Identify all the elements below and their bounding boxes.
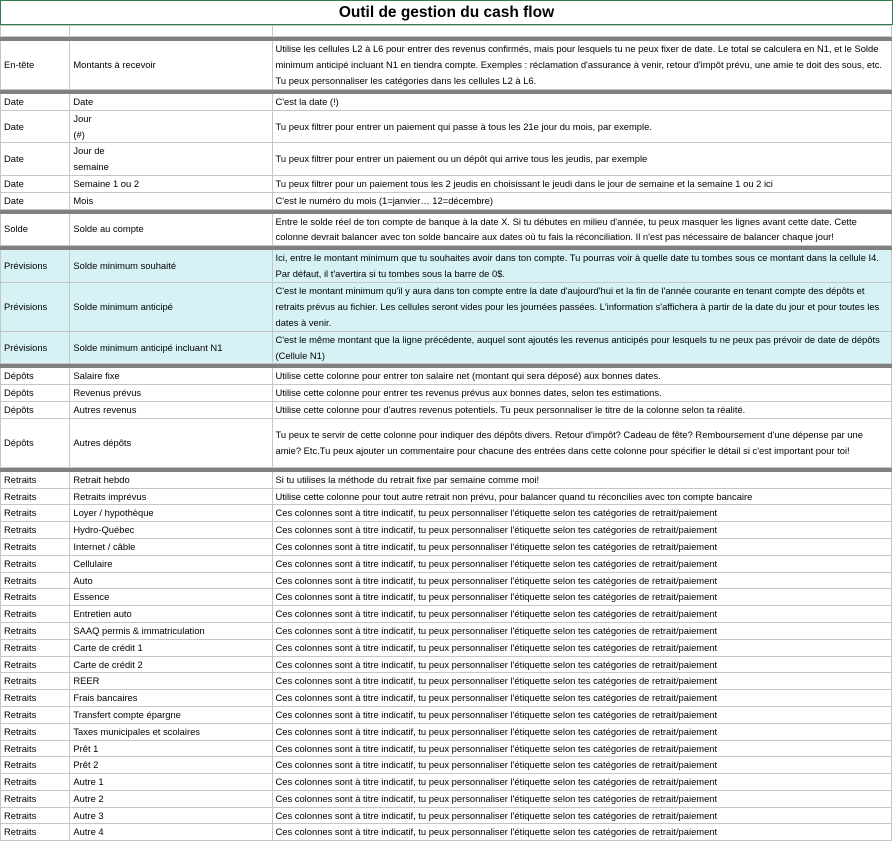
description-cell[interactable]: C'est le même montant que la ligne précédente, auquel sont ajoutés les revenus anticipés pour lesquels tu ne peux pas prévoir de date de dépôts (Cellule N1) bbox=[272, 331, 892, 364]
field-name-cell[interactable]: Carte de crédit 2 bbox=[70, 656, 272, 673]
table-row bbox=[1, 213, 892, 246]
table-row bbox=[1, 368, 892, 385]
table-row bbox=[1, 192, 892, 209]
table-row bbox=[1, 401, 892, 418]
field-name-cell[interactable]: Loyer / hypothèque bbox=[70, 505, 272, 522]
table-row bbox=[1, 505, 892, 522]
description-cell[interactable]: Ici, entre le montant minimum que tu souhaites avoir dans ton compte. Tu pourras voir à quelle date tu tombes sous ce montant dans la cellule I4. Par défaut, il t'avertira si tu tombes sous la barre de 0$. bbox=[272, 250, 892, 283]
description-cell[interactable]: Tu peux filtrer pour un paiement tous les 2 jeudis en choisissant le jeudi dans le jour de semaine et la semaine 1 ou 2 ici bbox=[272, 175, 892, 192]
description-cell[interactable]: Ces colonnes sont à titre indicatif, tu peux personnaliser l'étiquette selon tes catégories de retrait/paiement bbox=[272, 606, 892, 623]
category-cell[interactable]: Retraits bbox=[1, 824, 70, 841]
category-cell[interactable]: Retraits bbox=[1, 774, 70, 791]
category-cell[interactable]: Retraits bbox=[1, 690, 70, 707]
field-name-cell[interactable]: Cellulaire bbox=[70, 555, 272, 572]
category-cell[interactable]: Retraits bbox=[1, 471, 70, 488]
description-cell[interactable]: Tu peux filtrer pour entrer un paiement qui passe à tous les 21e jour du mois, par exemple. bbox=[272, 110, 892, 143]
category-cell[interactable]: Date bbox=[1, 192, 70, 209]
table-row bbox=[1, 250, 892, 283]
description-cell[interactable]: Ces colonnes sont à titre indicatif, tu peux personnaliser l'étiquette selon tes catégories de retrait/paiement bbox=[272, 622, 892, 639]
field-name-cell[interactable]: Auto bbox=[70, 572, 272, 589]
description-cell[interactable]: Ces colonnes sont à titre indicatif, tu peux personnaliser l'étiquette selon tes catégories de retrait/paiement bbox=[272, 807, 892, 824]
table-row bbox=[1, 572, 892, 589]
category-cell[interactable]: Prévisions bbox=[1, 250, 70, 283]
field-name-cell[interactable]: Autres dépôts bbox=[70, 418, 272, 467]
description-cell[interactable]: Si tu utilises la méthode du retrait fixe par semaine comme moi! bbox=[272, 471, 892, 488]
field-name-cell[interactable]: Internet / câble bbox=[70, 538, 272, 555]
field-name-cell[interactable]: Autre 1 bbox=[70, 774, 272, 791]
table-row bbox=[1, 538, 892, 555]
description-cell[interactable]: Entre le solde réel de ton compte de banque à la date X. Si tu débutes en milieu d'année, tu peux masquer les lignes avant cette date. Cette colonne devrait balancer avec ton solde bancaire aux dates où tu fais la réconciliation. Il n'est pas nécessaire de balancer chaque jour! bbox=[272, 213, 892, 246]
table-row bbox=[1, 639, 892, 656]
field-name-cell[interactable]: Montants à recevoir bbox=[70, 41, 272, 90]
category-cell[interactable]: Prévisions bbox=[1, 282, 70, 331]
table-row bbox=[1, 706, 892, 723]
category-cell[interactable]: Retraits bbox=[1, 807, 70, 824]
description-cell[interactable]: Ces colonnes sont à titre indicatif, tu peux personnaliser l'étiquette selon tes catégories de retrait/paiement bbox=[272, 505, 892, 522]
table-row bbox=[1, 740, 892, 757]
field-name-cell[interactable]: Date bbox=[70, 94, 272, 111]
category-cell[interactable]: Retraits bbox=[1, 723, 70, 740]
table-row bbox=[1, 110, 892, 143]
category-cell[interactable]: Date bbox=[1, 175, 70, 192]
field-name-cell[interactable]: Hydro-Québec bbox=[70, 522, 272, 539]
description-cell[interactable]: C'est le numéro du mois (1=janvier… 12=décembre) bbox=[272, 192, 892, 209]
description-cell[interactable]: Ces colonnes sont à titre indicatif, tu peux personnaliser l'étiquette selon tes catégories de retrait/paiement bbox=[272, 824, 892, 841]
table-row bbox=[1, 656, 892, 673]
field-name-cell[interactable]: Salaire fixe bbox=[70, 368, 272, 385]
field-name-cell[interactable]: Mois bbox=[70, 192, 272, 209]
table-row bbox=[1, 589, 892, 606]
field-name-cell[interactable]: Carte de crédit 1 bbox=[70, 639, 272, 656]
description-cell[interactable]: Utilise cette colonne pour tout autre retrait non prévu, pour balancer quand tu réconcilies avec ton compte bancaire bbox=[272, 488, 892, 505]
category-cell[interactable]: Retraits bbox=[1, 555, 70, 572]
category-cell[interactable]: Retraits bbox=[1, 740, 70, 757]
category-cell[interactable]: Solde bbox=[1, 213, 70, 246]
description-cell[interactable]: Ces colonnes sont à titre indicatif, tu peux personnaliser l'étiquette selon tes catégories de retrait/paiement bbox=[272, 656, 892, 673]
field-name-cell[interactable]: Retrait hebdo bbox=[70, 471, 272, 488]
table-row bbox=[1, 41, 892, 90]
category-cell[interactable]: Dépôts bbox=[1, 401, 70, 418]
field-name-cell[interactable]: REER bbox=[70, 673, 272, 690]
field-name-cell[interactable]: Entretien auto bbox=[70, 606, 272, 623]
description-cell[interactable]: Tu peux te servir de cette colonne pour indiquer des dépôts divers. Retour d'impôt? Cadeau de fête? Remboursement d'une dépense par une amie? Etc.Tu peux ajouter un commentaire pour chacune des entrées dans cette colonne pour spécifier le détail si c'est important pour toi! bbox=[272, 418, 892, 467]
field-name-cell[interactable]: Prêt 2 bbox=[70, 757, 272, 774]
table-row bbox=[1, 282, 892, 331]
table-row bbox=[1, 690, 892, 707]
table-body bbox=[1, 26, 892, 841]
table-row bbox=[1, 175, 892, 192]
description-cell[interactable]: Ces colonnes sont à titre indicatif, tu peux personnaliser l'étiquette selon tes catégories de retrait/paiement bbox=[272, 790, 892, 807]
field-name-cell[interactable]: Jour (#) bbox=[70, 110, 272, 143]
category-cell[interactable]: Date bbox=[1, 94, 70, 111]
category-cell[interactable]: Dépôts bbox=[1, 368, 70, 385]
table-row bbox=[1, 622, 892, 639]
table-row bbox=[1, 418, 892, 467]
category-cell[interactable]: Retraits bbox=[1, 488, 70, 505]
description-cell[interactable]: Ces colonnes sont à titre indicatif, tu peux personnaliser l'étiquette selon tes catégories de retrait/paiement bbox=[272, 572, 892, 589]
description-cell[interactable]: Utilise cette colonne pour entrer ton salaire net (montant qui sera déposé) aux bonnes dates. bbox=[272, 368, 892, 385]
description-cell[interactable]: Utilise cette colonne pour d'autres revenus potentiels. Tu peux personnaliser le titre de la colonne selon ta réalité. bbox=[272, 401, 892, 418]
category-cell[interactable]: Retraits bbox=[1, 622, 70, 639]
field-name-cell[interactable]: Solde minimum anticipé bbox=[70, 282, 272, 331]
table-row bbox=[1, 385, 892, 402]
field-name-cell[interactable]: Autre 3 bbox=[70, 807, 272, 824]
field-name-cell[interactable]: Retraits imprévus bbox=[70, 488, 272, 505]
field-name-cell[interactable]: Solde minimum anticipé incluant N1 bbox=[70, 331, 272, 364]
field-name-cell[interactable]: SAAQ permis & immatriculation bbox=[70, 622, 272, 639]
cell[interactable] bbox=[1, 26, 70, 37]
cell[interactable] bbox=[272, 26, 892, 37]
field-name-cell[interactable]: Autres revenus bbox=[70, 401, 272, 418]
description-cell[interactable]: Ces colonnes sont à titre indicatif, tu peux personnaliser l'étiquette selon tes catégories de retrait/paiement bbox=[272, 555, 892, 572]
category-cell[interactable]: Retraits bbox=[1, 706, 70, 723]
description-cell[interactable]: Utilise les cellules L2 à L6 pour entrer des revenus confirmés, mais pour lesquels tu ne peux fixer de date. Le total se calculera en N1, et le Solde minimum anticipé incluant N1 en tiendra compte. Exemples : réclamation d'assurance à venir, retour d'impôt prévu, une amie te doit des sous, etc. Tu peux personnaliser les catégories dans les cellules L2 à L6. bbox=[272, 41, 892, 90]
field-name-cell[interactable]: Taxes municipales et scolaires bbox=[70, 723, 272, 740]
category-cell[interactable]: Date bbox=[1, 143, 70, 176]
description-cell[interactable]: Ces colonnes sont à titre indicatif, tu peux personnaliser l'étiquette selon tes catégories de retrait/paiement bbox=[272, 690, 892, 707]
table-row bbox=[1, 555, 892, 572]
description-cell[interactable]: C'est le montant minimum qu'il y aura dans ton compte entre la date d'aujourd'hui et la fin de l'année courante en tenant compte des dépôts et retraits prévus au fichier. Les cellules seront vides pour les journées passées. L'information s'affichera à partir de la date du jour et pour toutes les dates à venir. bbox=[272, 282, 892, 331]
category-cell[interactable]: Retraits bbox=[1, 673, 70, 690]
category-cell[interactable]: Dépôts bbox=[1, 385, 70, 402]
category-cell[interactable]: En-tête bbox=[1, 41, 70, 90]
field-name-cell[interactable]: Revenus prévus bbox=[70, 385, 272, 402]
table-row bbox=[1, 757, 892, 774]
table-row bbox=[1, 143, 892, 176]
description-cell[interactable]: Ces colonnes sont à titre indicatif, tu peux personnaliser l'étiquette selon tes catégories de retrait/paiement bbox=[272, 538, 892, 555]
table-row bbox=[1, 606, 892, 623]
category-cell[interactable]: Retraits bbox=[1, 639, 70, 656]
category-cell[interactable]: Retraits bbox=[1, 538, 70, 555]
description-cell[interactable]: Ces colonnes sont à titre indicatif, tu peux personnaliser l'étiquette selon tes catégories de retrait/paiement bbox=[272, 589, 892, 606]
table-row bbox=[1, 790, 892, 807]
category-cell[interactable]: Retraits bbox=[1, 656, 70, 673]
field-name-cell[interactable]: Prêt 1 bbox=[70, 740, 272, 757]
category-cell[interactable]: Retraits bbox=[1, 572, 70, 589]
category-cell[interactable]: Retraits bbox=[1, 505, 70, 522]
table-row bbox=[1, 331, 892, 364]
table-row bbox=[1, 774, 892, 791]
field-name-cell[interactable]: Semaine 1 ou 2 bbox=[70, 175, 272, 192]
category-cell[interactable]: Retraits bbox=[1, 589, 70, 606]
field-name-cell[interactable]: Transfert compte épargne bbox=[70, 706, 272, 723]
category-cell[interactable]: Retraits bbox=[1, 606, 70, 623]
description-cell[interactable]: Ces colonnes sont à titre indicatif, tu peux personnaliser l'étiquette selon tes catégories de retrait/paiement bbox=[272, 774, 892, 791]
description-cell[interactable]: Ces colonnes sont à titre indicatif, tu peux personnaliser l'étiquette selon tes catégories de retrait/paiement bbox=[272, 740, 892, 757]
field-name-cell[interactable]: Frais bancaires bbox=[70, 690, 272, 707]
table-row bbox=[1, 673, 892, 690]
category-cell[interactable]: Retraits bbox=[1, 790, 70, 807]
table-row bbox=[1, 807, 892, 824]
sheet-title: Outil de gestion du cash flow bbox=[0, 0, 893, 25]
field-name-cell[interactable]: Autre 4 bbox=[70, 824, 272, 841]
table-row bbox=[1, 723, 892, 740]
description-cell[interactable]: Utilise cette colonne pour entrer tes revenus prévus aux bonnes dates, selon tes estimations. bbox=[272, 385, 892, 402]
description-cell[interactable]: Ces colonnes sont à titre indicatif, tu peux personnaliser l'étiquette selon tes catégories de retrait/paiement bbox=[272, 522, 892, 539]
field-name-cell[interactable]: Autre 2 bbox=[70, 790, 272, 807]
category-cell[interactable]: Prévisions bbox=[1, 331, 70, 364]
cashflow-guide-table bbox=[0, 25, 892, 841]
blank-row bbox=[1, 26, 892, 37]
description-cell[interactable]: Tu peux filtrer pour entrer un paiement ou un dépôt qui arrive tous les jeudis, par exemple bbox=[272, 143, 892, 176]
cell[interactable] bbox=[70, 26, 272, 37]
description-cell[interactable]: Ces colonnes sont à titre indicatif, tu peux personnaliser l'étiquette selon tes catégories de retrait/paiement bbox=[272, 757, 892, 774]
field-name-cell[interactable]: Solde au compte bbox=[70, 213, 272, 246]
field-name-cell[interactable]: Solde minimum souhaité bbox=[70, 250, 272, 283]
category-cell[interactable]: Date bbox=[1, 110, 70, 143]
category-cell[interactable]: Retraits bbox=[1, 757, 70, 774]
table-row bbox=[1, 94, 892, 111]
description-cell[interactable]: Ces colonnes sont à titre indicatif, tu peux personnaliser l'étiquette selon tes catégories de retrait/paiement bbox=[272, 723, 892, 740]
description-cell[interactable]: Ces colonnes sont à titre indicatif, tu peux personnaliser l'étiquette selon tes catégories de retrait/paiement bbox=[272, 706, 892, 723]
table-row bbox=[1, 471, 892, 488]
field-name-cell[interactable]: Essence bbox=[70, 589, 272, 606]
description-cell[interactable]: Ces colonnes sont à titre indicatif, tu peux personnaliser l'étiquette selon tes catégories de retrait/paiement bbox=[272, 639, 892, 656]
description-cell[interactable]: C'est la date (!) bbox=[272, 94, 892, 111]
table-row bbox=[1, 824, 892, 841]
field-name-cell[interactable]: Jour de semaine bbox=[70, 143, 272, 176]
table-row bbox=[1, 488, 892, 505]
description-cell[interactable]: Ces colonnes sont à titre indicatif, tu peux personnaliser l'étiquette selon tes catégories de retrait/paiement bbox=[272, 673, 892, 690]
category-cell[interactable]: Retraits bbox=[1, 522, 70, 539]
category-cell[interactable]: Dépôts bbox=[1, 418, 70, 467]
table-row bbox=[1, 522, 892, 539]
